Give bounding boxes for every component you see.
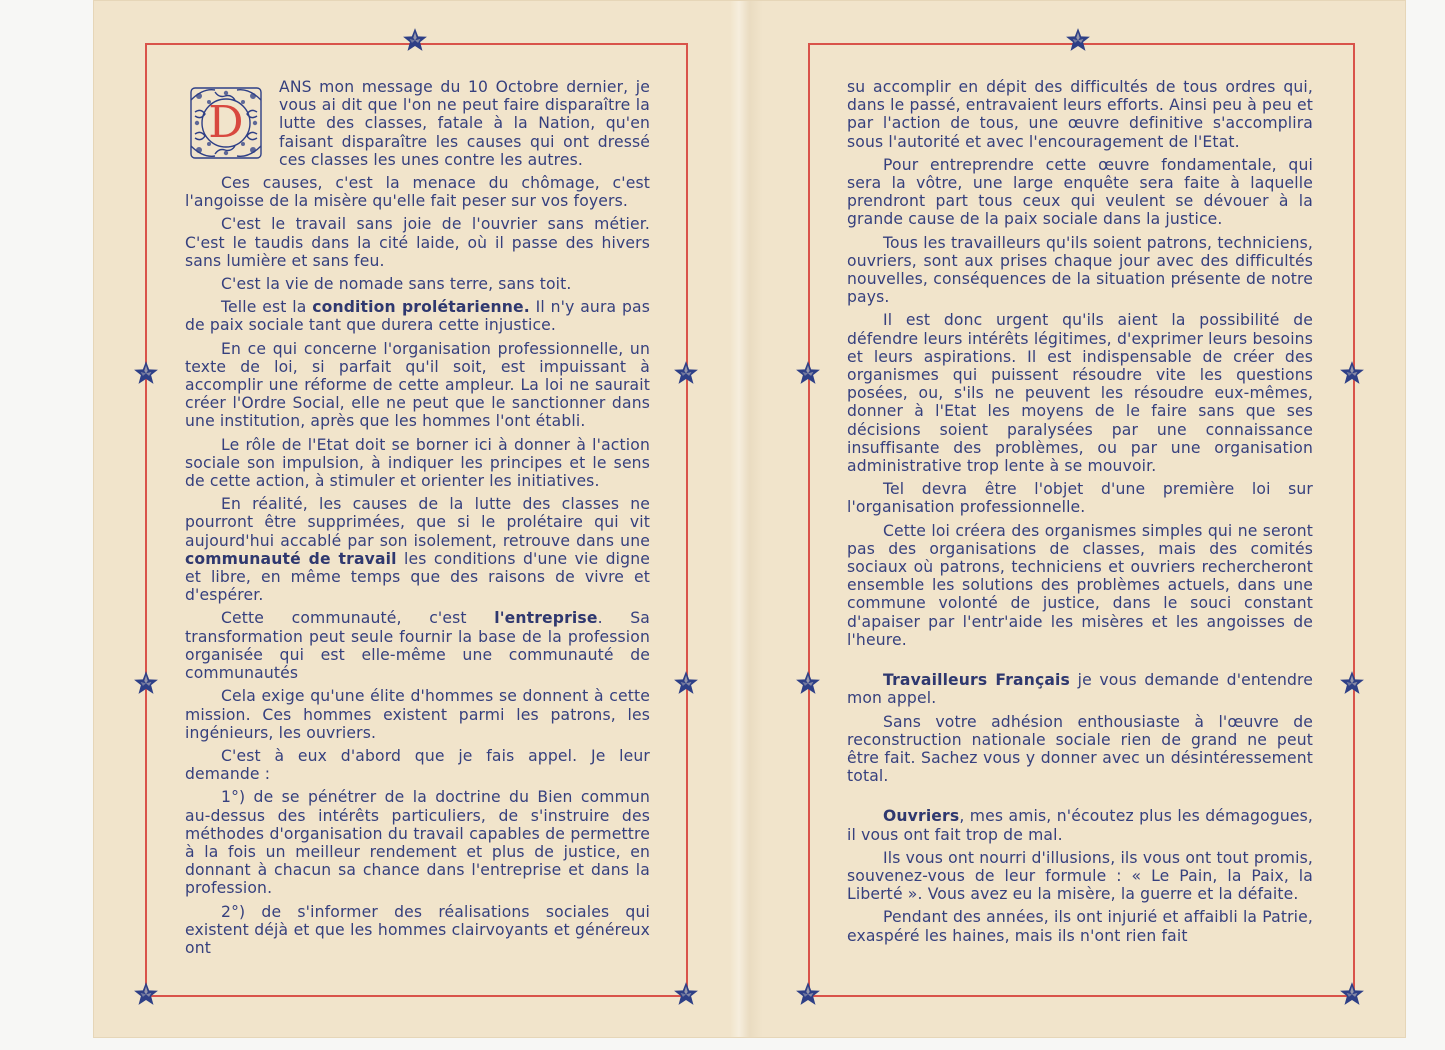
star-glyph xyxy=(1339,670,1365,696)
star-icon xyxy=(673,670,699,696)
paragraph-text: Il n'y aura pas de paix sociale tant que durera cette injustice. xyxy=(185,298,650,335)
opening-text: ANS mon message du 10 Octobre dernier, je vous ai dit que l'on ne peut faire disparaître la lutte des classes, fatale à la Nation, qu'en faisant disparaître les causes qui ont dressé ces classes les unes contre les autres. xyxy=(279,78,650,169)
opening-paragraph xyxy=(185,78,650,169)
paragraph: Le rôle de l'Etat doit se borner ici à donner à l'action sociale son impulsion, à indiquer les principes et le sens de cette action, à stimuler et orienter les initiatives. xyxy=(185,435,650,491)
star-icon xyxy=(795,360,821,386)
star-icon xyxy=(795,670,821,696)
star-glyph xyxy=(795,670,821,696)
star-glyph xyxy=(795,360,821,386)
paragraph: En ce qui concerne l'organisation professionnelle, un texte de loi, si parfait qu'il soit, est impuissant à accomplir une réforme de cette ampleur. La loi ne saurait créer l'Ordre Social, elle ne peut que le sanctionner dans une institution, après que les hommes l'ont établi. xyxy=(185,339,650,431)
emphasis-text: condition prolétarienne. xyxy=(312,298,530,317)
paragraph: Pour entreprendre cette œuvre fondamentale, qui sera la vôtre, une large enquête sera faite à laquelle prendront part tous ceux qui veulent se dévouer à la grande cause de la paix sociale dans la justice. xyxy=(847,155,1313,229)
paragraph: 1°) de se pénétrer de la doctrine du Bien commun au-dessus des intérêts particuliers, de s'instruire des méthodes d'organisation du travail capables de permettre à la fois un meilleur rendement et plus de justice, en donnant à chacun sa chance dans l'entreprise et dans la profession. xyxy=(185,788,650,898)
emphasis-text: l'entreprise xyxy=(494,609,598,628)
star-glyph xyxy=(1339,981,1365,1007)
star-icon xyxy=(1339,981,1365,1007)
star-icon xyxy=(402,27,428,53)
star-glyph xyxy=(133,981,159,1007)
paragraph: su accomplir en dépit des difficultés de tous ordres qui, dans le passé, entravaient leurs efforts. Ainsi peu à peu et par l'action de tous, une œuvre definitive s'accomplira sous l'autorité et avec l'encouragement de l'Etat. xyxy=(847,78,1313,151)
paragraph-text: les conditions d'une vie digne et libre, en même temps que des raisons de vivre et d'espérer. xyxy=(185,549,650,605)
star-glyph xyxy=(673,981,699,1007)
star-glyph xyxy=(133,670,159,696)
paragraph-text: Cette communauté, c'est xyxy=(221,609,495,628)
paragraph-text: je vous demande d'entendre mon appel. xyxy=(847,671,1314,708)
paragraph: C'est le travail sans joie de l'ouvrier sans métier. C'est le taudis dans la cité laide, où il passe des hivers sans lumière et sans feu. xyxy=(185,215,650,270)
paragraph xyxy=(847,671,1313,707)
star-glyph xyxy=(133,360,159,386)
paragraph xyxy=(847,807,1313,843)
left-page-text xyxy=(185,78,650,962)
star-icon xyxy=(1339,670,1365,696)
right-paragraphs xyxy=(847,78,1313,945)
paragraph: Sans votre adhésion enthousiaste à l'œuvre de reconstruction nationale sociale rien de grand ne peut être fait. Sachez vous y donner avec un désintéressement total. xyxy=(847,712,1313,786)
paragraph xyxy=(185,495,650,604)
star-glyph xyxy=(402,27,428,53)
paragraph xyxy=(185,298,650,334)
paragraph: Cette loi créera des organismes simples qui ne seront pas des organisations de classes, mais des comités sociaux où patrons, techniciens et ouvriers rechercheront ensemble les solutions des problèmes actuels, dans une commune volonté de justice, dans le souci constant d'apaiser par l'entr'aide les misères et les angoisses de l'heure. xyxy=(847,521,1313,649)
star-glyph xyxy=(673,360,699,386)
paragraph-text: , mes amis, n'écoutez plus les démagogues, il vous ont fait trop de mal. xyxy=(847,807,1313,844)
paragraph: Tous les travailleurs qu'ils soient patrons, techniciens, ouvriers, sont aux prises chaque jour avec des difficultés nouvelles, conséquences de la situation présente de notre pays. xyxy=(847,233,1313,307)
paragraph: C'est la vie de nomade sans terre, sans toit. xyxy=(221,275,572,294)
emphasis-text: Ouvriers xyxy=(883,807,960,826)
paragraph: 2°) de s'informer des réalisations sociales qui existent déjà et que les hommes clairvoyants et généreux ont xyxy=(185,902,650,957)
paragraph: Il est donc urgent qu'ils aient la possibilité de défendre leurs intérêts légitimes, d'exprimer leurs besoins et leurs aspirations. Il est indispensable de créer des organismes qui puissent résoudre vite les questions posées, ou, s'ils ne peuvent les résoudre eux-mêmes, donner à l'Etat les moyens de le faire sans que ses décisions soient paralysées par une connaissance insuffisante des problèmes, ou par une organisation administrative trop lente à se mouvoir. xyxy=(847,311,1313,476)
star-icon xyxy=(133,670,159,696)
star-icon xyxy=(1339,360,1365,386)
dropcap-ornament xyxy=(185,82,267,164)
star-icon xyxy=(795,981,821,1007)
star-icon xyxy=(1065,27,1091,53)
star-glyph xyxy=(1339,360,1365,386)
paragraph-text: En réalité, les causes de la lutte des classes ne pourront être supprimées, que si le prolétaire qui vit aujourd'hui accablé par son isolement, retrouve dans une xyxy=(185,495,650,550)
paragraph-text: Telle est la xyxy=(221,298,313,317)
paragraph: Pendant des années, ils ont injurié et affaibli la Patrie, exaspéré les haines, mais ils n'ont rien fait xyxy=(847,908,1313,945)
paragraph: Tel devra être l'objet d'une première loi sur l'organisation professionnelle. xyxy=(847,480,1313,517)
star-glyph xyxy=(673,670,699,696)
emphasis-text: communauté de travail xyxy=(185,549,397,568)
paragraph: Ces causes, c'est la menace du chômage, c'est l'angoisse de la misère qu'elle fait peser sur vos foyers. xyxy=(185,174,650,211)
right-page-text xyxy=(847,78,1313,950)
star-glyph xyxy=(795,981,821,1007)
star-icon xyxy=(673,981,699,1007)
star-icon xyxy=(673,360,699,386)
star-glyph xyxy=(1065,27,1091,53)
star-icon xyxy=(133,981,159,1007)
left-paragraphs xyxy=(185,174,650,957)
paragraph: C'est à eux d'abord que je fais appel. Je leur demande : xyxy=(185,746,650,784)
paragraph-text: . Sa transformation peut seule fournir la base de la profession organisée qui est elle-même une communauté de communautés xyxy=(185,609,650,683)
paragraph: Ils vous ont nourri d'illusions, ils vous ont tout promis, souvenez-vous de leur formule : « Le Pain, la Paix, la Liberté ». Vous avez eu la misère, la guerre et la défaite. xyxy=(847,848,1313,904)
paragraph: Cela exige qu'une élite d'hommes se donnent à cette mission. Ces hommes existent parmi les patrons, les ingénieurs, les ouvriers. xyxy=(185,687,650,742)
dropcap-letter: D xyxy=(208,97,244,148)
paragraph xyxy=(185,609,650,682)
emphasis-text: Travailleurs Français xyxy=(883,671,1070,690)
star-icon xyxy=(133,360,159,386)
